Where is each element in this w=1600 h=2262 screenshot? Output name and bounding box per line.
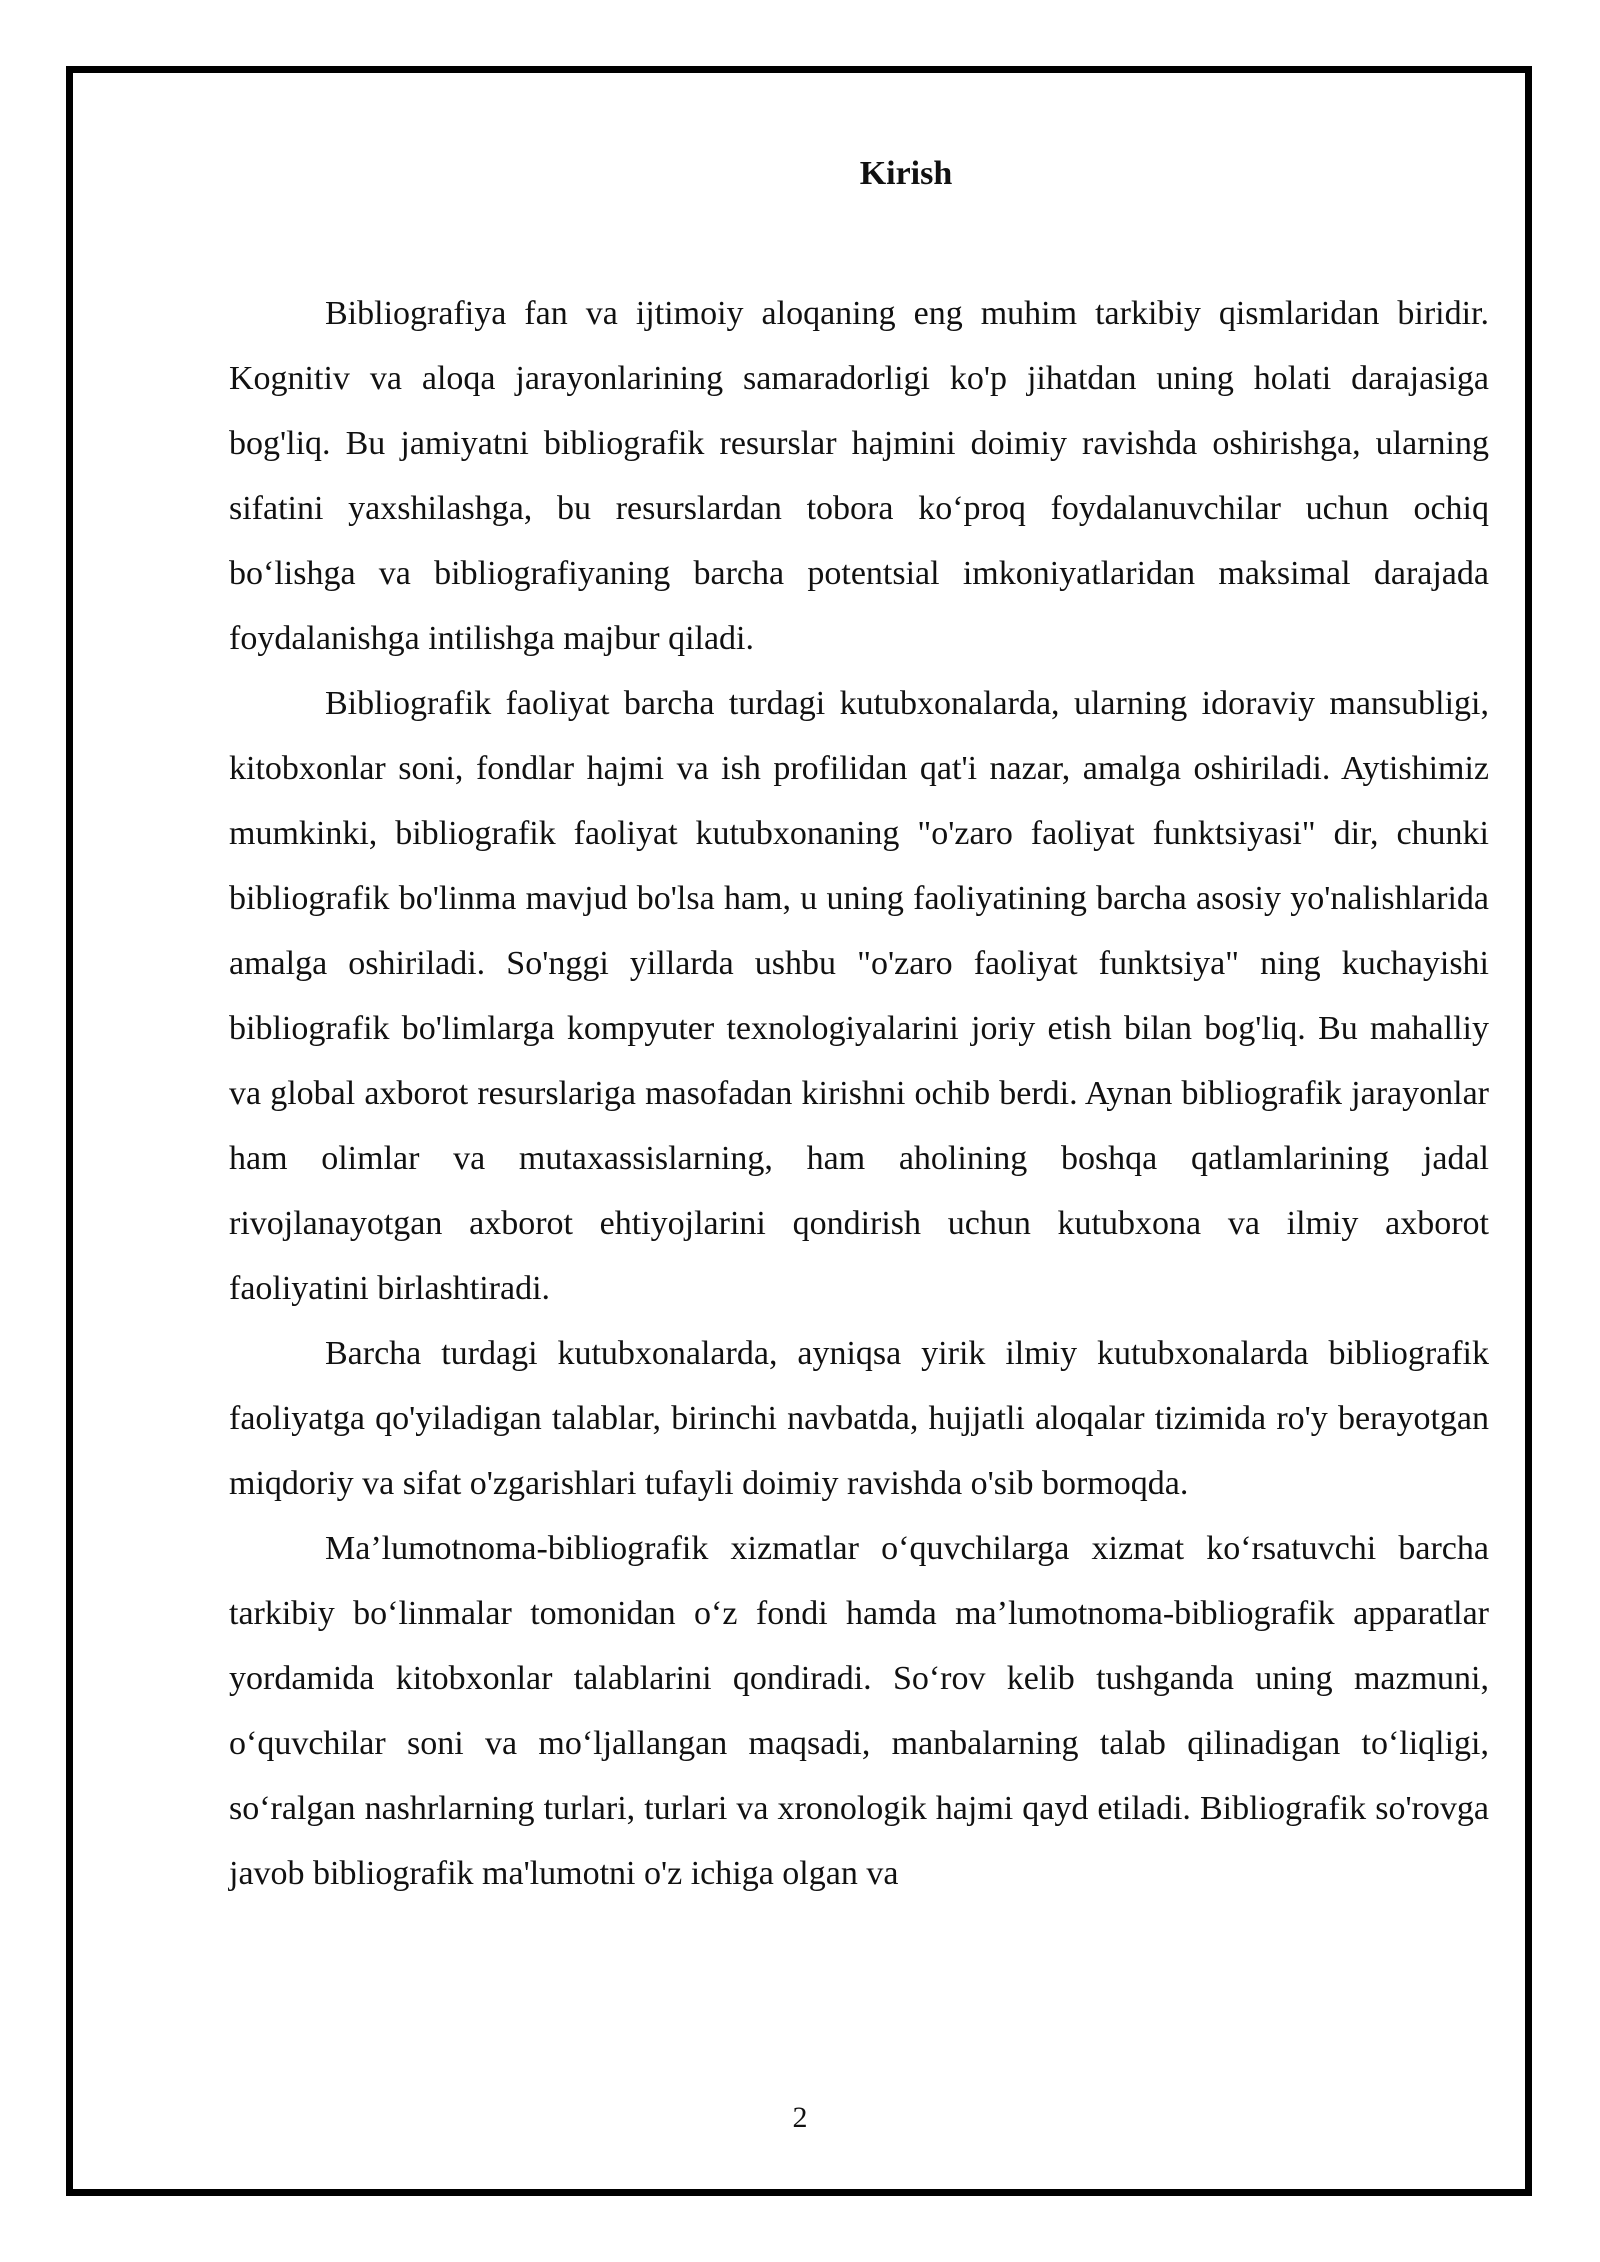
page-number: 2 (792, 2101, 808, 2134)
document-body (229, 281, 1489, 1906)
paragraph-1: Bibliografiya fan va ijtimoiy aloqaning eng muhim tarkibiy qismlaridan biridir. Kognitiv va aloqa jarayonlarining samaradorligi ko'p jihatdan uning holati darajasiga bog'liq. Bu jamiyatni bibliografik resurslar hajmini doimiy ravishda oshirishga, ularning sifatini yaxshilashga, bu resurslardan tobora ko‘proq foydalanuvchilar uchun ochiq bo‘lishga va bibliografiyaning barcha potentsial imkoniyatlaridan maksimal darajada foydalanishga intilishga majbur qiladi. (229, 295, 1489, 657)
paragraph-3: Barcha turdagi kutubxonalarda, ayniqsa yirik ilmiy kutubxonalarda bibliografik faoliyatga qo'yiladigan talablar, birinchi navbatda, hujjatli aloqalar tizimida ro'y berayotgan miqdoriy va sifat o'zgarishlari tufayli doimiy ravishda o'sib bormoqda. (229, 1335, 1489, 1502)
paragraph-2: Bibliografik faoliyat barcha turdagi kutubxonalarda, ularning idoraviy mansubligi, kitobxonlar soni, fondlar hajmi va ish profilidan qat'i nazar, amalga oshiriladi. Aytishimiz mumkinki, bibliografik faoliyat kutubxonaning "o'zaro faoliyat funktsiyasi" dir, chunki bibliografik bo'linma mavjud bo'lsa ham, u uning faoliyatining barcha asosiy yo'nalishlarida amalga oshiriladi. So'nggi yillarda ushbu "o'zaro faoliyat funktsiya" ning kuchayishi bibliografik bo'limlarga kompyuter texnologiyalarini joriy etish bilan bog'liq. Bu mahalliy va global axborot resurslariga masofadan kirishni ochib berdi. Aynan bibliografik jarayonlar ham olimlar va mutaxassislarning, ham aholining boshqa qatlamlarining jadal rivojlanayotgan axborot ehtiyojlarini qondirish uchun kutubxona va ilmiy axborot faoliyatini birlashtiradi. (229, 685, 1489, 1307)
paragraph-4: Ma’lumotnoma-bibliografik xizmatlar o‘quvchilarga xizmat ko‘rsatuvchi barcha tarkibiy bo‘linmalar tomonidan o‘z fondi hamda ma’lumotnoma-bibliografik apparatlar yordamida kitobxonlar talablarini qondiradi. So‘rov kelib tushganda uning mazmuni, o‘quvchilar soni va mo‘ljallangan maqsadi, manbalarning talab qilinadigan to‘liqligi, so‘ralgan nashrlarning turlari, turlari va xronologik hajmi qayd etiladi. Bibliografik so'rovga javob bibliografik ma'lumotni o'z ichiga olgan va (229, 1530, 1489, 1892)
page-title: Kirish (859, 155, 953, 192)
